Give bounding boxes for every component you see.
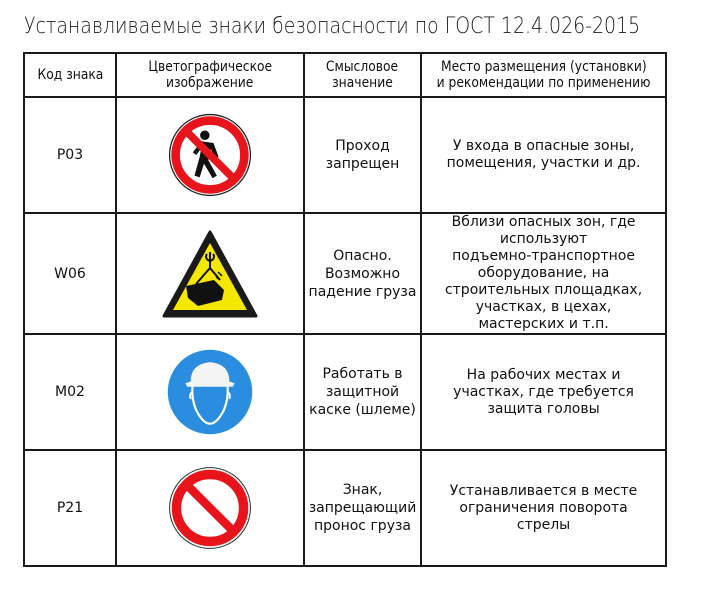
sign-meaning: Работать в защитной каске (шлеме) [304, 334, 421, 450]
header-row [24, 53, 666, 97]
table-row [24, 450, 666, 566]
sign-image [116, 213, 304, 334]
sign-image [116, 97, 304, 213]
header-image: Цветографическое изображение [116, 53, 304, 97]
sign-placement: На рабочих местах и участках, где требуется защита головы [421, 334, 666, 450]
no-pedestrian-sign-icon [167, 112, 253, 198]
sign-code: M02 [24, 334, 116, 450]
safety-signs-table [23, 52, 667, 567]
sign-meaning: Проход запрещен [304, 97, 421, 213]
header-place: Место размещения (установки) и рекомендации по применению [421, 53, 666, 97]
table-row [24, 334, 666, 450]
sign-meaning: Знак, запрещающий пронос груза [304, 450, 421, 566]
sign-image [116, 450, 304, 566]
sign-code: P03 [24, 97, 116, 213]
table-row [24, 213, 666, 334]
sign-placement: У входа в опасные зоны, помещения, участки и др. [421, 97, 666, 213]
falling-load-warning-sign-icon [160, 228, 260, 320]
page-title: Устанавливаемые знаки безопасности по ГОСТ 12.4.026-2015 [24, 14, 641, 39]
sign-placement: Устанавливается в месте ограничения поворота стрелы [421, 450, 666, 566]
prohibition-sign-icon [167, 465, 253, 551]
sign-code: P21 [24, 450, 116, 566]
sign-placement: Вблизи опасных зон, где используют подъемно-транспортное оборудование, на строительных площадках, участках, в цехах, мастерских и т.п. [421, 213, 666, 334]
header-meaning: Смысловое значение [304, 53, 421, 97]
sign-image [116, 334, 304, 450]
sign-code: W06 [24, 213, 116, 334]
table-row [24, 97, 666, 213]
wear-hard-hat-sign-icon [166, 348, 254, 436]
sign-meaning: Опасно. Возможно падение груза [304, 213, 421, 334]
header-code: Код знака [24, 53, 116, 97]
